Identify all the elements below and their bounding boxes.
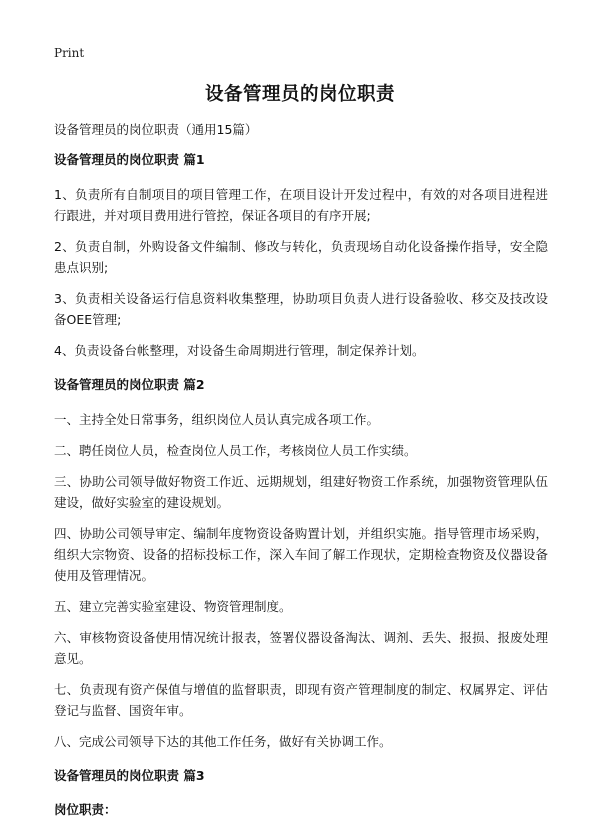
paragraph: 1、负责所有自制项目的项目管理工作，在项目设计开发过程中，有效的对各项目进程进行跟进，并对项目费用进行管控，保证各项目的有序开展; [54,187,548,223]
paragraph: 七、负责现有资产保值与增值的监督职责，即现有资产管理制度的制定、权属界定、评估登记与监督、国资年审。 [54,682,548,718]
section-3 [54,766,548,820]
section-2 [54,375,548,752]
section-1 [54,150,548,361]
paragraph: 4、负责设备台帐整理，对设备生命周期进行管理，制定保养计划。 [54,343,425,358]
document-content [54,150,548,834]
paragraph: 2、负责自制，外购设备文件编制、修改与转化，负责现场自动化设备操作指导，安全隐患点识别; [54,239,548,275]
paragraph: 3、负责相关设备运行信息资料收集整理，协助项目负责人进行设备验收、移交及技改设备OEE管理; [54,291,548,327]
print-label: Print [54,46,85,60]
paragraph: 六、审核物资设备使用情况统计报表，签署仪器设备淘汰、调剂、丢失、报损、报废处理意见。 [54,630,548,666]
page-title: 设备管理员的岗位职责 [204,84,395,105]
subsection-heading: 岗位职责： [54,802,117,817]
paragraph: 二、聘任岗位人员，检查岗位人员工作，考核岗位人员工作实绩。 [54,443,417,458]
paragraph: 八、完成公司领导下达的其他工作任务，做好有关协调工作。 [54,734,392,749]
section-heading: 设备管理员的岗位职责 篇1 [54,152,205,167]
paragraph: 三、协助公司领导做好物资工作近、远期规划，组建好物资工作系统，加强物资管理队伍建设，做好实验室的建设规划。 [54,474,548,510]
document-subtitle: 设备管理员的岗位职责（通用15篇） [54,122,258,137]
section-heading: 设备管理员的岗位职责 篇3 [54,768,205,783]
paragraph: 一、主持全处日常事务，组织岗位人员认真完成各项工作。 [54,412,380,427]
paragraph: 五、建立完善实验室建设、物资管理制度。 [54,599,292,614]
section-heading: 设备管理员的岗位职责 篇2 [54,377,205,392]
paragraph: 四、协助公司领导审定、编制年度物资设备购置计划，并组织实施。指导管理市场采购，组织大宗物资、设备的招标投标工作，深入车间了解工作现状，定期检查物资及仪器设备使用及管理情况。 [54,526,548,583]
